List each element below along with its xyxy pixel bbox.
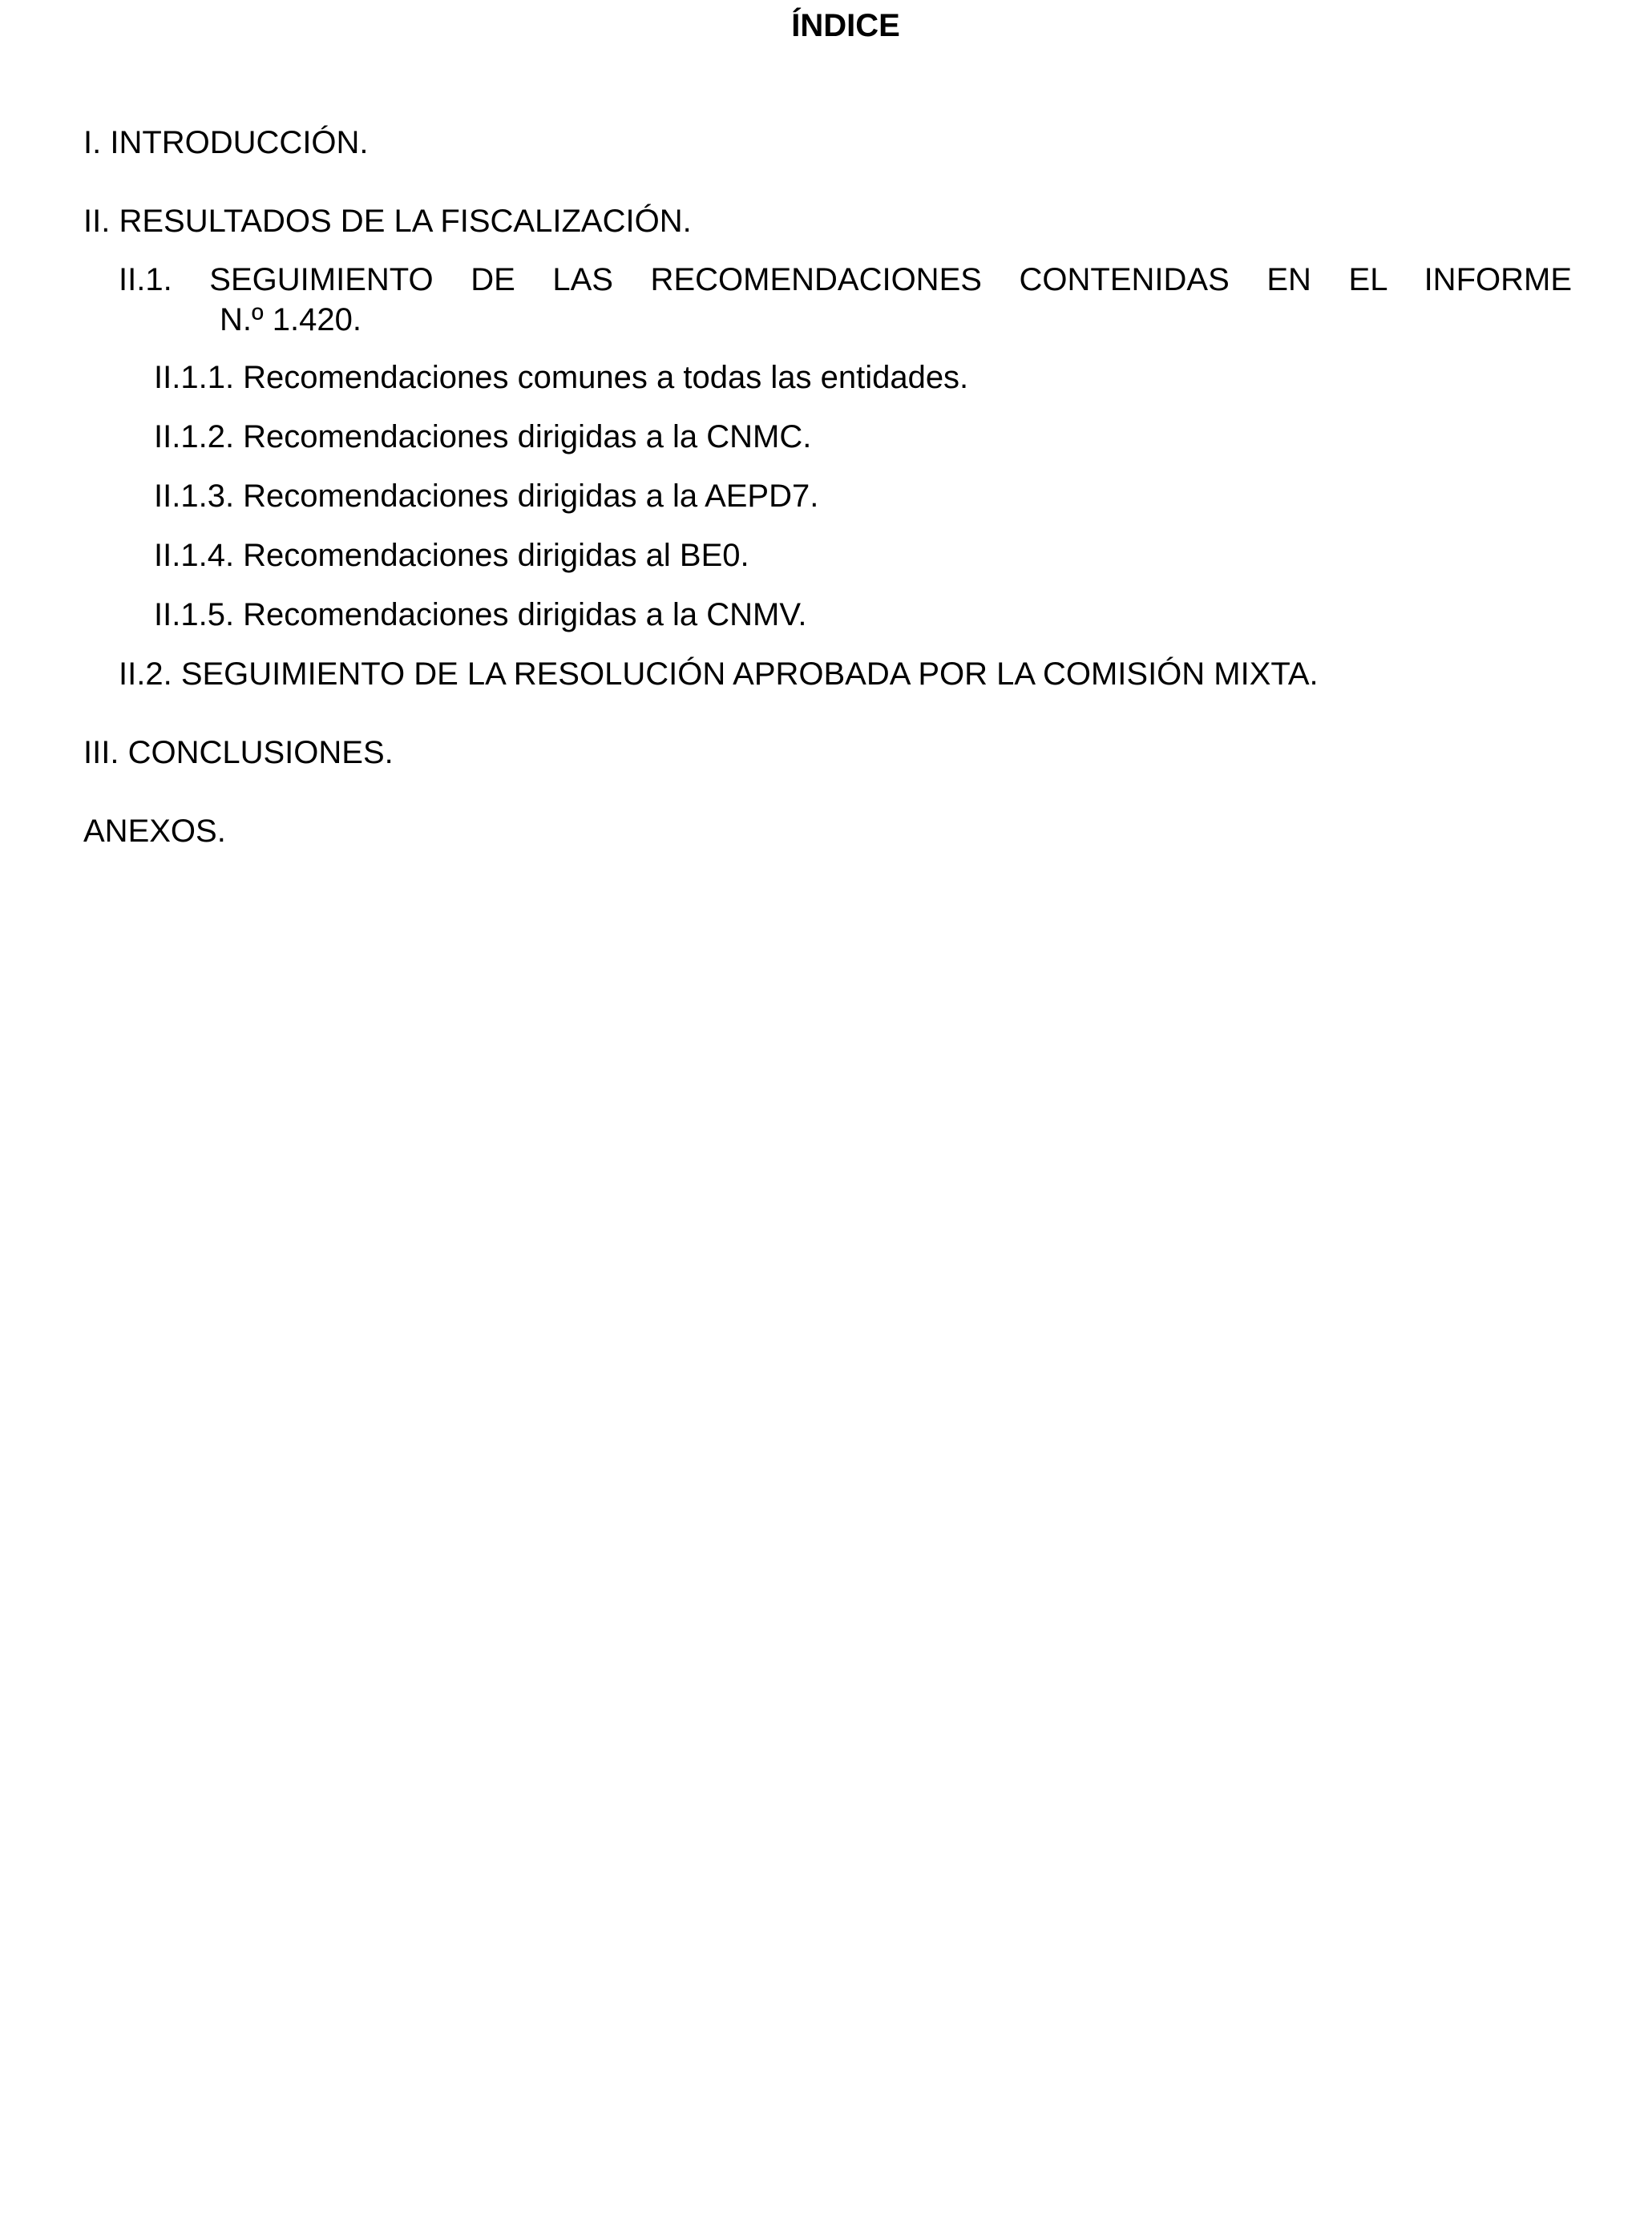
toc-entry-recomendaciones-cnmc: II.1.2. Recomendaciones dirigidas a la CNMC. <box>154 419 812 454</box>
toc-entry-recomendaciones-be: II.1.4. Recomendaciones dirigidas al BE0. <box>154 538 749 573</box>
toc-entry-introduccion: I. INTRODUCCIÓN. <box>83 125 369 160</box>
toc-entry-seguimiento-recomendaciones-cont: N.º 1.420. <box>220 302 362 337</box>
toc-entry-resultados: II. RESULTADOS DE LA FISCALIZACIÓN. <box>83 204 692 239</box>
toc-entry-seguimiento-resolucion: II.2. SEGUIMIENTO DE LA RESOLUCIÓN APROBADA POR LA COMISIÓN MIXTA. <box>119 656 1319 692</box>
toc-entry-anexos: ANEXOS. <box>83 814 226 849</box>
toc-entry-recomendaciones-cnmv: II.1.5. Recomendaciones dirigidas a la CNMV. <box>154 597 807 632</box>
toc-entry-recomendaciones-aepd: II.1.3. Recomendaciones dirigidas a la AEPD7. <box>154 479 819 514</box>
toc-entry-seguimiento-recomendaciones: II.1. SEGUIMIENTO DE LAS RECOMENDACIONES CONTENIDAS EN EL INFORME <box>119 262 1572 297</box>
toc-entry-conclusiones: III. CONCLUSIONES. <box>83 735 394 770</box>
page-title: ÍNDICE <box>791 8 900 43</box>
toc-entry-recomendaciones-comunes: II.1.1. Recomendaciones comunes a todas las entidades. <box>154 360 969 395</box>
